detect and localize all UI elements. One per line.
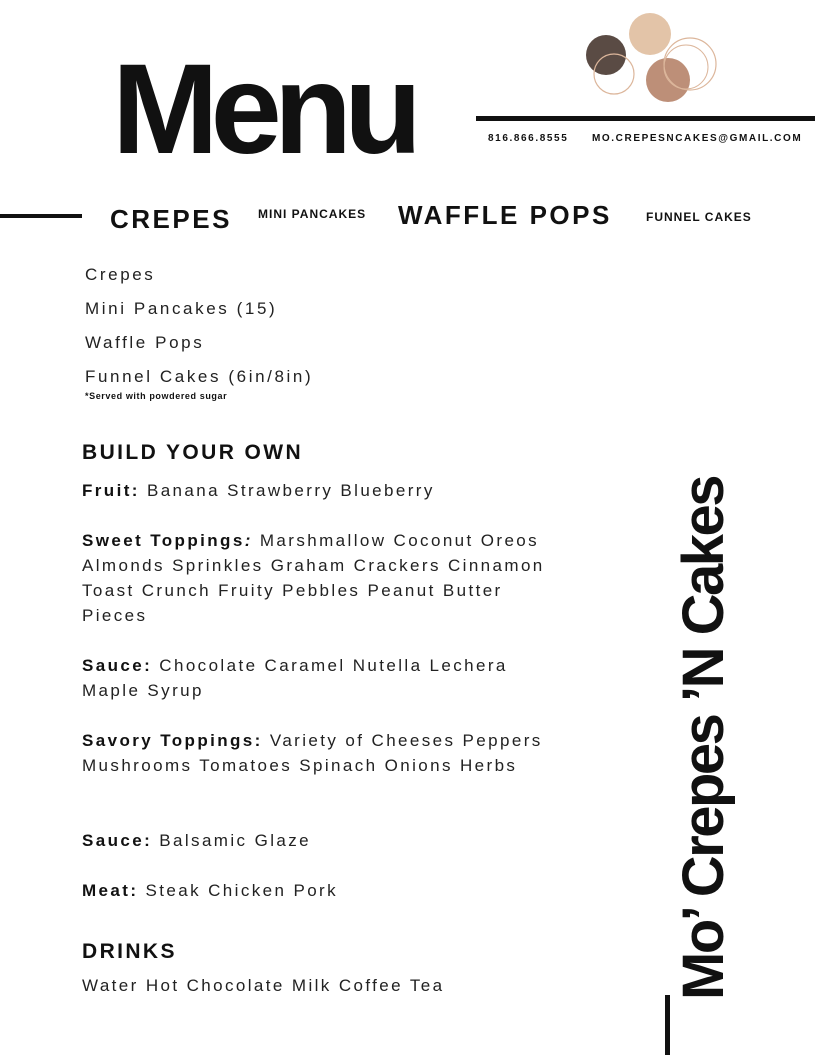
sweet-toppings-text: Marshmallow Coconut Oreos Almonds Sprinkles Graham Crackers Cinnamon Toast Crunch Fruity Pebbles Peanut Butter Pieces — [82, 531, 545, 625]
menu-item: Funnel Cakes (6in/8in) — [85, 367, 314, 386]
savory-toppings-block — [82, 728, 552, 778]
page-title: Menu — [112, 38, 415, 181]
sweet-toppings-colon: : — [244, 531, 253, 550]
savory-sauce-line — [82, 828, 552, 853]
savory-sauce-label: Sauce: — [82, 831, 153, 850]
sweet-sauce-block — [82, 653, 552, 703]
menu-item: Waffle Pops — [85, 333, 205, 352]
brand-divider — [665, 995, 670, 1055]
meat-line — [82, 878, 552, 903]
fruit-text: Banana Strawberry Blueberry — [146, 481, 435, 500]
fruit-label: Fruit: — [82, 481, 140, 500]
sweet-sauce-label: Sauce: — [82, 656, 153, 675]
header-divider — [476, 116, 815, 121]
category-mini-pancakes: MINI PANCAKES — [258, 207, 367, 221]
menu-item-list — [85, 258, 313, 394]
menu-item: Crepes — [85, 265, 156, 284]
menu-item: Mini Pancakes (15) — [85, 299, 278, 318]
category-crepes: CREPES — [110, 204, 232, 234]
drinks-title: DRINKS — [82, 940, 177, 963]
build-your-own-title: BUILD YOUR OWN — [82, 441, 304, 464]
email-address: MO.CREPESNCAKES@GMAIL.COM — [592, 133, 803, 144]
served-note: *Served with powdered sugar — [85, 391, 228, 401]
category-waffle-pops: WAFFLE POPS — [398, 200, 612, 230]
sweet-toppings-block — [82, 528, 552, 628]
savory-sauce-text: Balsamic Glaze — [159, 831, 311, 850]
meat-text: Steak Chicken Pork — [145, 881, 339, 900]
fruit-line — [82, 478, 552, 503]
category-divider — [0, 214, 82, 218]
logo-circles — [578, 8, 728, 108]
savory-toppings-label: Savory Toppings: — [82, 731, 263, 750]
category-funnel-cakes: FUNNEL CAKES — [646, 210, 752, 224]
sweet-toppings-label: Sweet Toppings — [82, 531, 245, 550]
savory-toppings-text: Variety of Cheeses Peppers Mushrooms Tomatoes Spinach Onions Herbs — [82, 731, 543, 775]
meat-label: Meat: — [82, 881, 139, 900]
drinks-text: Water Hot Chocolate Milk Coffee Tea — [82, 976, 445, 995]
sweet-sauce-text: Chocolate Caramel Nutella Lechera Maple Syrup — [82, 656, 508, 700]
brand-name: Mo’ Crepes ’N Cakes — [671, 476, 736, 1000]
phone-number: 816.866.8555 — [488, 133, 569, 144]
